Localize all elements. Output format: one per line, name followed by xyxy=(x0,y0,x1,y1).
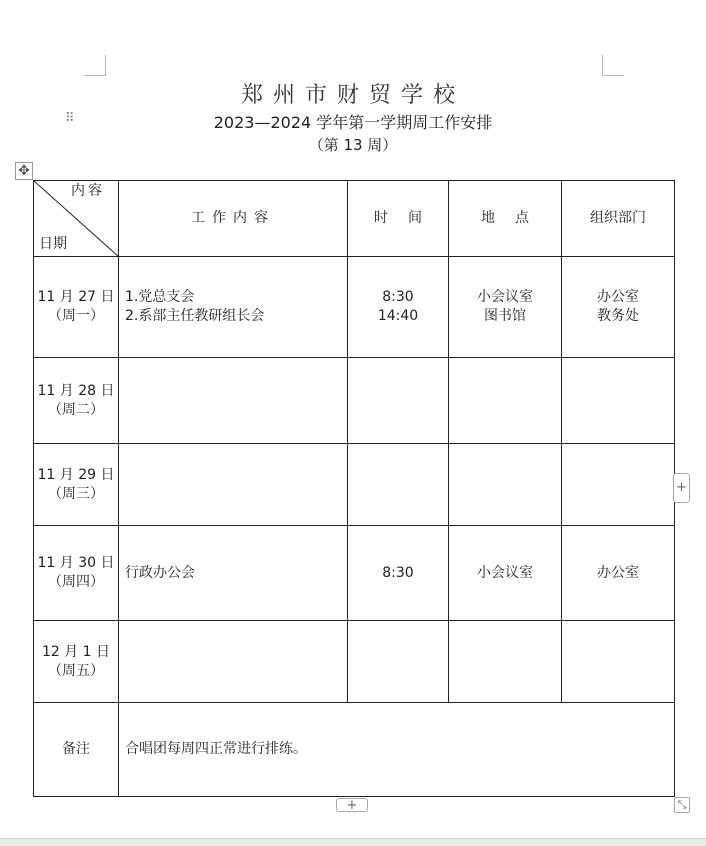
plus-icon: + xyxy=(346,798,358,813)
header-content-label: 内容 xyxy=(71,183,105,199)
place-cell[interactable] xyxy=(449,444,562,526)
add-row-button[interactable] xyxy=(336,798,368,812)
date-cell[interactable] xyxy=(34,444,119,526)
notes-label: 备注 xyxy=(62,741,90,757)
page-corner-mark-top-left xyxy=(84,55,106,76)
table-header-row xyxy=(34,181,675,257)
time-cell[interactable] xyxy=(348,621,449,703)
notes-row xyxy=(34,703,675,797)
weekly-schedule-table xyxy=(33,180,675,797)
header-time-cell[interactable] xyxy=(348,181,449,257)
time-item: 8:30 xyxy=(382,289,414,305)
time-item: 8:30 xyxy=(382,564,414,581)
time-cell[interactable] xyxy=(348,444,449,526)
plus-icon: + xyxy=(676,480,687,495)
notes-label-cell[interactable] xyxy=(34,703,119,797)
weekday-label: （周二） xyxy=(48,401,104,418)
work-cell[interactable] xyxy=(119,358,348,444)
header-place-label: 地点 xyxy=(481,210,549,226)
place-item: 小会议室 xyxy=(477,564,533,581)
work-cell[interactable] xyxy=(119,621,348,703)
resize-diagonal-icon[interactable]: ⤡ xyxy=(674,797,690,813)
table-row xyxy=(34,444,675,526)
header-time-label: 时间 xyxy=(374,210,442,226)
dept-item: 教务处 xyxy=(597,308,639,324)
week-number: （第 13 周） xyxy=(308,136,398,154)
date-label: 11 月 28 日 xyxy=(37,382,115,399)
header-dept-label: 组织部门 xyxy=(590,210,646,226)
add-column-button[interactable] xyxy=(673,473,690,503)
date-cell[interactable] xyxy=(34,358,119,444)
table-row xyxy=(34,621,675,703)
dept-item: 办公室 xyxy=(597,289,639,305)
time-cell[interactable] xyxy=(348,358,449,444)
school-title: 郑州市财贸学校 xyxy=(240,83,465,108)
date-label: 11 月 30 日 xyxy=(37,555,115,571)
time-cell[interactable] xyxy=(348,257,449,358)
place-cell[interactable] xyxy=(449,257,562,358)
work-item: 行政办公会 xyxy=(125,564,195,581)
notes-text: 合唱团每周四正常进行排练。 xyxy=(125,741,307,757)
date-cell[interactable] xyxy=(34,257,119,358)
move-cross-icon[interactable]: ✥ xyxy=(15,162,33,180)
dept-cell[interactable] xyxy=(562,358,675,444)
time-cell[interactable] xyxy=(348,526,449,621)
place-cell[interactable] xyxy=(449,526,562,621)
work-item: 1.党总支会 xyxy=(125,289,195,305)
work-cell[interactable] xyxy=(119,444,348,526)
date-label: 12 月 1 日 xyxy=(41,643,111,660)
diagonal-header-cell[interactable] xyxy=(34,181,119,257)
table-row xyxy=(34,526,675,621)
work-cell[interactable] xyxy=(119,257,348,358)
date-cell[interactable] xyxy=(34,526,119,621)
header-date-label: 日期 xyxy=(39,236,67,252)
weekday-label: （周五） xyxy=(48,662,104,679)
weekday-label: （周四） xyxy=(48,574,104,590)
header-place-cell[interactable] xyxy=(449,181,562,257)
dept-cell[interactable] xyxy=(562,621,675,703)
place-cell[interactable] xyxy=(449,358,562,444)
date-label: 11 月 27 日 xyxy=(37,289,115,305)
table-row xyxy=(34,257,675,358)
table-row xyxy=(34,358,675,444)
header-dept-cell[interactable] xyxy=(562,181,675,257)
place-item: 小会议室 xyxy=(477,289,533,305)
schedule-subtitle: 2023—2024 学年第一学期周工作安排 xyxy=(213,113,493,132)
dept-cell[interactable] xyxy=(562,257,675,358)
status-bar xyxy=(0,838,706,846)
weekday-label: （周一） xyxy=(48,308,104,324)
dept-cell[interactable] xyxy=(562,444,675,526)
notes-text-cell[interactable] xyxy=(119,703,675,797)
page-corner-mark-top-right xyxy=(602,55,624,76)
place-item: 图书馆 xyxy=(484,308,526,324)
weekday-label: （周三） xyxy=(48,485,104,502)
place-cell[interactable] xyxy=(449,621,562,703)
work-item: 2.系部主任教研组长会 xyxy=(125,308,265,324)
date-cell[interactable] xyxy=(34,621,119,703)
dept-cell[interactable] xyxy=(562,526,675,621)
date-label: 11 月 29 日 xyxy=(37,466,115,483)
header-work-cell[interactable] xyxy=(119,181,348,257)
drag-dots-icon[interactable]: ⠿ xyxy=(65,111,74,126)
header-work-label: 工作内容 xyxy=(191,210,275,226)
work-cell[interactable] xyxy=(119,526,348,621)
dept-item: 办公室 xyxy=(597,564,639,581)
time-item: 14:40 xyxy=(377,308,419,324)
